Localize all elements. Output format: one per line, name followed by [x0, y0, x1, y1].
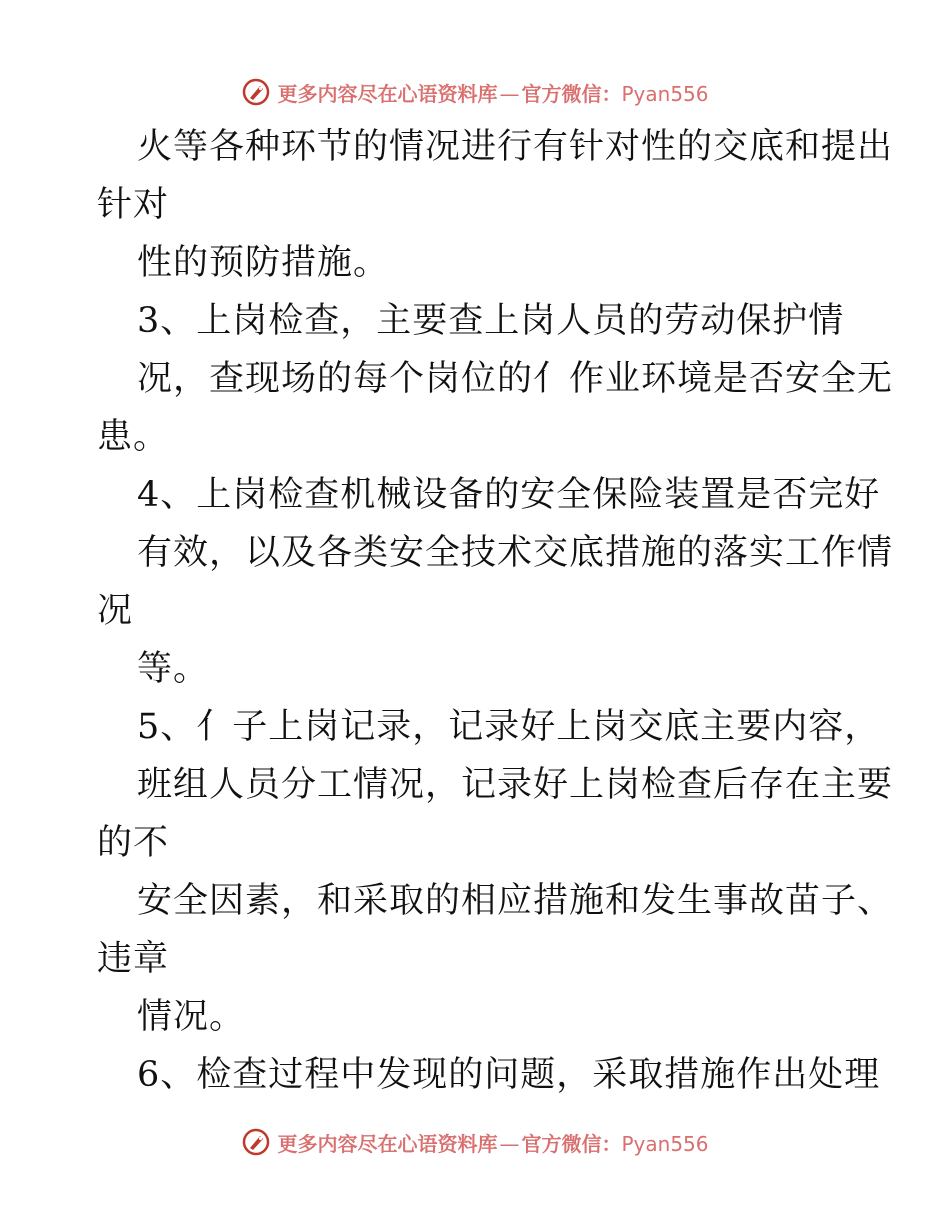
text-line: 性的预防措施。 [137, 243, 390, 283]
text-line: 火等各种环节的情况进行有针对性的交底和提出 [137, 127, 894, 167]
pen-nib-logo-icon [241, 1127, 271, 1157]
text-line: 3、上岗检查，主要查上岗人员的劳动保护情 [137, 301, 845, 341]
text-line: 等。 [137, 649, 210, 689]
watermark-text: 更多内容尽在心语资料库 — 官方微信：Pyan556 [277, 1131, 709, 1156]
text-line: 的不 [97, 823, 170, 863]
text-line: 针对 [97, 185, 170, 225]
text-line: 有效，以及各类安全技术交底措施的落实工作情 [137, 533, 894, 573]
text-line: 情况。 [137, 997, 246, 1037]
text-line: 况，查现场的每个岗位的亻作业环境是否安全无 [137, 359, 894, 399]
text-line: 4、上岗检查机械设备的安全保险装置是否完好 [137, 475, 881, 515]
text-line: 安全因素，和采取的相应措施和发生事故苗子、 [137, 881, 894, 921]
text-line: 患。 [97, 417, 170, 457]
text-line: 班组人员分工情况，记录好上岗检查后存在主要 [137, 765, 894, 805]
text-line: 5、亻子上岗记录，记录好上岗交底主要内容， [137, 707, 881, 747]
watermark-text: 更多内容尽在心语资料库 — 官方微信：Pyan556 [277, 81, 709, 106]
text-line: 6、检查过程中发现的问题，采取措施作出处理 [137, 1055, 881, 1095]
footer-watermark [0, 1122, 950, 1162]
text-line: 违章 [97, 939, 170, 979]
text-line: 况 [97, 591, 134, 631]
